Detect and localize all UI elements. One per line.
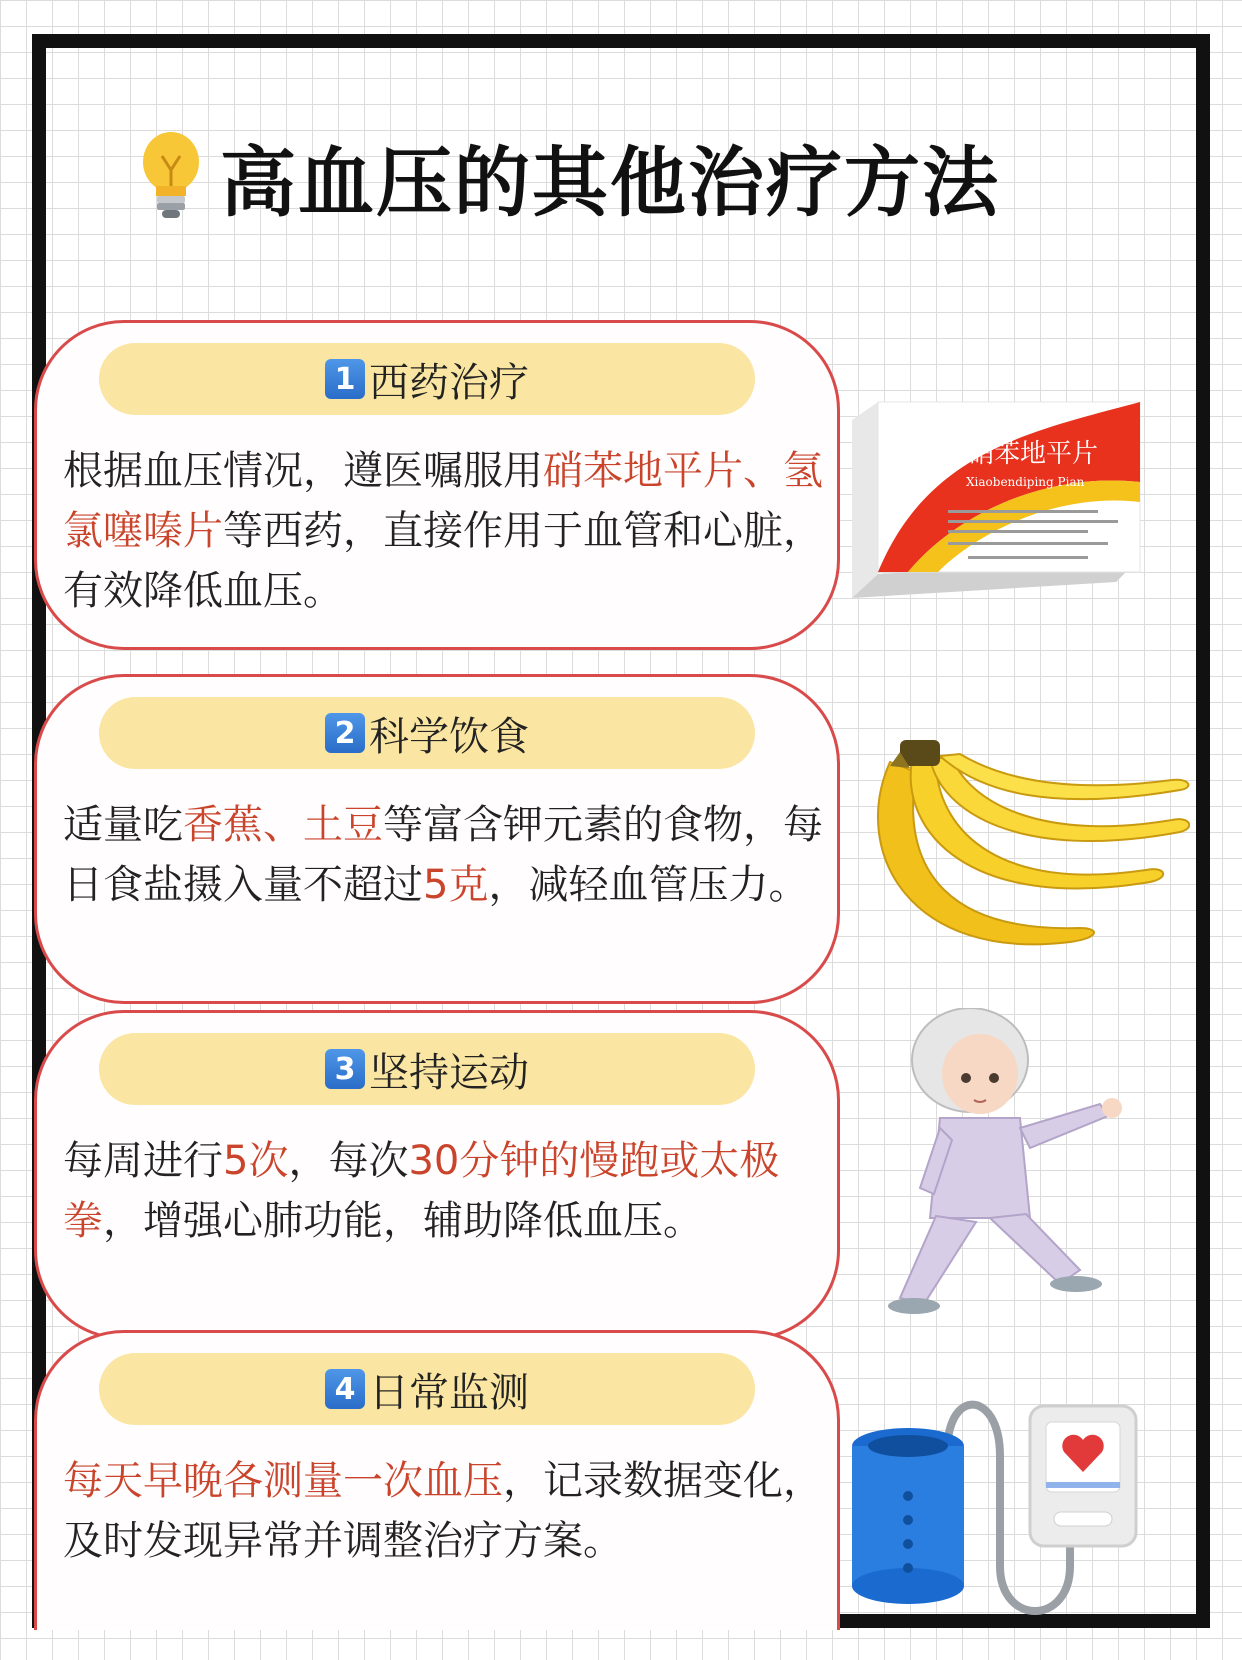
medicine-pinyin: Xiaobendiping Pian: [966, 475, 1085, 489]
number-badge: 1: [325, 359, 365, 399]
section-card-monitoring: [34, 1330, 840, 1630]
highlight-text: 30分钟的慢跑或太极拳: [63, 1138, 780, 1244]
section-card-diet: [34, 674, 840, 1004]
section-body: [63, 795, 823, 915]
highlight-text: 5克: [423, 862, 489, 908]
highlight-text: 5次: [223, 1138, 289, 1184]
section-heading: 日常监测: [369, 1369, 529, 1416]
body-text-segment: ，增强心肺功能，辅助降低血压。: [103, 1198, 703, 1244]
title-text: 高血压的其他治疗方法: [220, 137, 1000, 227]
body-text-segment: ，记录数据变化，及时发现异常并调整治疗方案。: [63, 1458, 823, 1564]
blood-pressure-monitor-image: [850, 1396, 1150, 1616]
section-card-medicine: [34, 320, 840, 650]
medicine-box-image: [848, 392, 1146, 610]
section-heading: 坚持运动: [369, 1049, 529, 1096]
body-text-segment: 每周进行: [63, 1138, 223, 1184]
section-body: [63, 1131, 823, 1251]
section-card-exercise: [34, 1010, 840, 1340]
highlight-text: 每天早晚各测量一次血压: [63, 1458, 503, 1504]
section-heading: 科学饮食: [369, 713, 529, 760]
lightbulb-icon: [140, 130, 202, 222]
section-heading-pill: [99, 1353, 755, 1425]
section-heading-pill: [99, 697, 755, 769]
number-badge: 2: [325, 713, 365, 753]
body-text-segment: 等西药，直接作用于血管和心脏，有效降低血压。: [63, 508, 823, 614]
section-heading-pill: [99, 1033, 755, 1105]
body-text-segment: ，减轻血管压力。: [488, 862, 809, 908]
body-text-segment: 等富含钾元素的食物，每日食盐摄入量不超过: [63, 802, 823, 908]
section-body: [63, 441, 823, 621]
banana-image: [850, 732, 1190, 962]
body-text-segment: ，每次: [288, 1138, 409, 1184]
body-text-segment: 根据血压情况，遵医嘱服用: [63, 448, 543, 494]
section-body: [63, 1451, 823, 1571]
page-title: [140, 126, 1000, 226]
section-heading: 西药治疗: [369, 359, 529, 406]
body-text-segment: 适量吃: [63, 802, 183, 848]
number-badge: 3: [325, 1049, 365, 1089]
tai-chi-elder-image: [880, 1008, 1150, 1324]
medicine-name: 硝苯地平片: [968, 439, 1099, 469]
section-heading-pill: [99, 343, 755, 415]
highlight-text: 硝苯地平片、氢氯噻嗪片: [63, 448, 823, 554]
number-badge: 4: [325, 1369, 365, 1409]
highlight-text: 香蕉、土豆: [183, 802, 383, 848]
